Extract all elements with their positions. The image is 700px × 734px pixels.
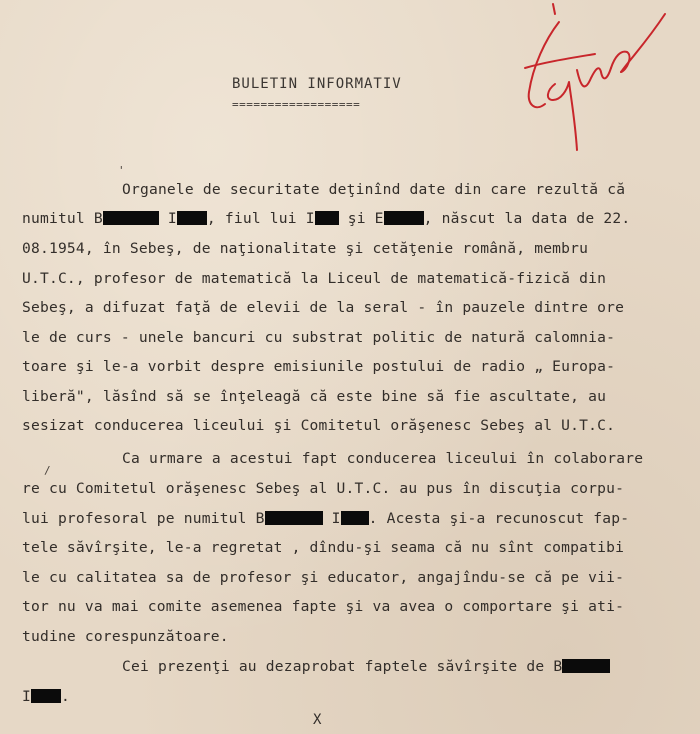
handwritten-signature — [515, 0, 675, 160]
redaction-bar — [103, 211, 159, 225]
text-line: 08.1954, în Sebeş, de naţionalitate şi cetăţenie română, membru — [22, 240, 589, 257]
text-line — [22, 510, 629, 527]
redaction-bar — [562, 659, 610, 673]
footer-mark: X — [313, 712, 322, 728]
text-fragment: , fiul lui I — [206, 210, 315, 227]
text-fragment: şi E — [338, 210, 384, 227]
redaction-bar — [341, 511, 369, 525]
text-fragment: , născut la data de 22. — [423, 210, 631, 227]
redaction-bar — [177, 211, 207, 225]
text-line: tele săvîrşite, le-a regretat , dîndu-şi seama că nu sînt compatibi — [22, 539, 625, 556]
text-fragment: I — [167, 210, 177, 227]
text-fragment: I — [331, 510, 341, 527]
text-line: tor nu va mai comite asemenea fapte şi va avea o comportare şi ati- — [22, 598, 625, 615]
text-line: Ca urmare a acestui fapt conducerea liceului în colaborare — [122, 450, 644, 467]
text-fragment: numitul B — [22, 210, 103, 227]
document-title: BULETIN INFORMATIV — [232, 76, 402, 92]
text-line: le de curs - unele bancuri cu substrat politic de natură calomnia- — [22, 329, 616, 346]
redaction-bar — [384, 211, 424, 225]
text-line: tudine corespunzătoare. — [22, 628, 229, 645]
redaction-bar — [315, 211, 339, 225]
text-line: Sebeş, a difuzat faţă de elevii de la seral - în pauzele dintre ore — [22, 299, 625, 316]
text-line: le cu calitatea sa de profesor şi educator, angajîndu-se că pe vii- — [22, 569, 625, 586]
text-line: re cu Comitetul orăşenesc Sebeş al U.T.C. au pus în discuţia corpu- — [22, 480, 625, 497]
text-line — [22, 210, 630, 227]
text-line: toare şi le-a vorbit despre emisiunile postului de radio „ Europa- — [22, 358, 616, 375]
text-fragment: . Acesta şi-a recunoscut fap- — [368, 510, 630, 527]
text-fragment: Cei prezenţi au dezaprobat faptele săvîrşite de B — [122, 658, 563, 675]
text-fragment: I — [22, 688, 31, 705]
text-fragment: . — [61, 688, 70, 705]
text-line — [122, 658, 610, 675]
text-line — [22, 688, 70, 705]
redaction-bar — [31, 689, 61, 703]
title-underline: ================== — [232, 98, 361, 111]
text-line: liberă", lăsînd să se înţeleagă că este bine să fie ascultate, au — [22, 388, 607, 405]
text-fragment: lui profesoral pe numitul B — [22, 510, 265, 527]
redaction-bar — [265, 511, 323, 525]
ink-tick-mark: / — [44, 464, 51, 477]
text-line: U.T.C., profesor de matematică la Liceul de matematică-fizică din — [22, 270, 607, 287]
ink-tick-mark: ' — [118, 164, 125, 177]
text-line: sesizat conducerea liceului şi Comitetul orăşenesc Sebeş al U.T.C. — [22, 417, 616, 434]
text-line: Organele de securitate deţinînd date din care rezultă că — [122, 181, 626, 198]
